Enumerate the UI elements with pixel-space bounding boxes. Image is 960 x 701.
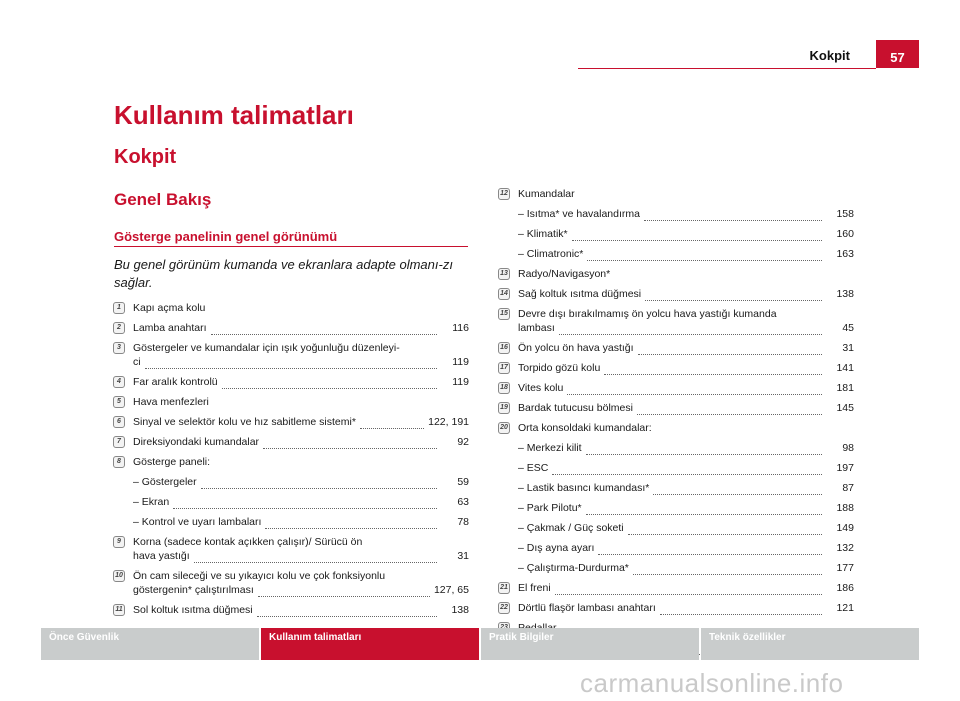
- intro-paragraph: Bu genel görünüm kumanda ve ekranlara adapte olmanı-zı sağlar.: [114, 257, 453, 290]
- legend-entry: [113, 321, 469, 335]
- entry-text: Sol koltuk ısıtma düğmesi: [133, 604, 253, 616]
- legend-entry: [498, 601, 854, 615]
- page-reference[interactable]: 160: [836, 228, 854, 240]
- entry-line: [518, 561, 854, 575]
- page-reference[interactable]: 59: [457, 476, 469, 488]
- page-reference[interactable]: 197: [836, 462, 854, 474]
- footer-tab[interactable]: Pratik Bilgiler: [481, 628, 699, 660]
- entry-line: [518, 601, 854, 615]
- entry-line: [133, 415, 469, 429]
- legend-list-left: [113, 301, 469, 623]
- entry-line: [518, 501, 854, 515]
- entry-text: – Park Pilotu*: [518, 501, 582, 515]
- entry-line: [518, 341, 854, 355]
- item-number-badge: 18: [498, 382, 510, 394]
- entry-line: [518, 481, 854, 495]
- dot-leader: [572, 231, 822, 241]
- dot-leader: [633, 565, 822, 575]
- page-reference[interactable]: 119: [452, 356, 469, 368]
- sub-list: [518, 207, 854, 261]
- dot-leader: [257, 607, 437, 617]
- legend-entry: [113, 415, 469, 429]
- entry-line: [518, 441, 854, 455]
- topic-rule: [114, 246, 468, 247]
- dot-leader: [173, 499, 437, 509]
- running-header-title: Kokpit: [809, 48, 850, 63]
- header-rule: [578, 68, 876, 69]
- page-reference[interactable]: 78: [457, 516, 469, 528]
- sub-entry: [133, 515, 469, 529]
- page-reference[interactable]: 127, 65: [433, 584, 469, 596]
- entry-text: Direksiyondaki kumandalar: [133, 436, 260, 448]
- entry-text: göstergenin* çalıştırılması: [133, 584, 254, 596]
- entry-text: Vites kolu: [518, 382, 564, 394]
- sub-entry: [518, 441, 854, 455]
- entry-line: [133, 549, 469, 563]
- page-reference[interactable]: 63: [457, 496, 469, 508]
- page-number-tab: 57: [876, 40, 919, 68]
- dot-leader: [145, 359, 437, 369]
- dot-leader: [194, 553, 437, 563]
- dot-leader: [222, 379, 437, 389]
- dot-leader: [644, 211, 822, 221]
- entry-line: [133, 321, 469, 335]
- legend-entry: [113, 301, 469, 315]
- entry-line: [518, 247, 854, 261]
- entry-text: – Merkezi kilit: [518, 441, 582, 455]
- sub-entry: [133, 495, 469, 509]
- entry-text: hava yastığı: [133, 550, 190, 562]
- subsection-title: Genel Bakış: [114, 190, 212, 209]
- entry-text: ci: [133, 356, 141, 368]
- entry-line: [133, 515, 469, 529]
- legend-entry: [113, 455, 469, 529]
- entry-text: – Ekran: [133, 495, 169, 509]
- dot-leader: [587, 251, 822, 261]
- dot-leader: [263, 439, 437, 449]
- dot-leader: [211, 325, 437, 335]
- entry-line: [518, 287, 854, 301]
- sub-entry: [518, 247, 854, 261]
- dot-leader: [645, 291, 822, 301]
- legend-entry: [498, 307, 854, 335]
- entry-text: Korna (sadece kontak açıkken çalışır)/ Sürücü ön: [133, 536, 363, 548]
- entry-text: – Çakmak / Güç soketi: [518, 521, 624, 535]
- page-reference[interactable]: 87: [842, 482, 854, 494]
- legend-entry: [498, 401, 854, 415]
- page-reference[interactable]: 188: [836, 502, 854, 514]
- item-number-badge: 14: [498, 288, 510, 300]
- section-title: Kokpit: [114, 146, 177, 168]
- item-number-badge: 20: [498, 422, 510, 434]
- sub-entry: [518, 481, 854, 495]
- entry-line: [518, 521, 854, 535]
- item-number-badge: 8: [113, 456, 125, 468]
- entry-text: – Klimatik*: [518, 227, 568, 241]
- chapter-title: Kullanım talimatları: [114, 100, 354, 130]
- entry-text: Ön yolcu ön hava yastığı: [518, 342, 634, 354]
- entry-line: [518, 267, 854, 281]
- entry-text: Sinyal ve selektör kolu ve hız sabitleme sistemi*: [133, 416, 356, 428]
- entry-line: [518, 361, 854, 375]
- entry-text: lambası: [518, 322, 555, 334]
- entry-text: Gösterge paneli:: [133, 456, 211, 468]
- dot-leader: [555, 585, 822, 595]
- page-reference[interactable]: 149: [836, 522, 854, 534]
- page-reference[interactable]: 163: [836, 248, 854, 260]
- entry-text: – Isıtma* ve havalandırma: [518, 207, 640, 221]
- entry-text: Lamba anahtarı: [133, 322, 207, 334]
- dot-leader: [567, 385, 822, 395]
- legend-entry: [498, 421, 854, 575]
- entry-line: [133, 455, 469, 469]
- entry-text: – Göstergeler: [133, 475, 197, 489]
- dot-leader: [265, 519, 437, 529]
- dot-leader: [552, 465, 822, 475]
- chapter-navigation: [41, 628, 919, 660]
- dot-leader: [604, 365, 822, 375]
- dot-leader: [586, 505, 822, 515]
- sub-entry: [518, 541, 854, 555]
- entry-line: [518, 381, 854, 395]
- item-number-badge: 5: [113, 396, 125, 408]
- entry-text: Dörtlü flaşör lambası anahtarı: [518, 602, 656, 614]
- entry-text: Radyo/Navigasyon*: [518, 268, 611, 280]
- legend-entry: [113, 375, 469, 389]
- dot-leader: [360, 419, 424, 429]
- item-number-badge: 3: [113, 342, 125, 354]
- sub-entry: [518, 501, 854, 515]
- entry-text: – Lastik basıncı kumandası*: [518, 481, 649, 495]
- item-number-badge: 9: [113, 536, 125, 548]
- entry-line: [133, 583, 469, 597]
- page-reference[interactable]: 98: [842, 442, 854, 454]
- entry-text: Orta konsoldaki kumandalar:: [518, 422, 652, 434]
- legend-entry: [498, 361, 854, 375]
- item-number-badge: 13: [498, 268, 510, 280]
- item-number-badge: 6: [113, 416, 125, 428]
- entry-text: Torpido gözü kolu: [518, 362, 601, 374]
- page-reference[interactable]: 177: [836, 562, 854, 574]
- entry-text: Hava menfezleri: [133, 396, 209, 408]
- dot-leader: [660, 605, 822, 615]
- legend-entry: [498, 341, 854, 355]
- page-reference[interactable]: 31: [457, 550, 469, 562]
- item-number-badge: 4: [113, 376, 125, 388]
- page-reference[interactable]: 45: [842, 322, 854, 334]
- legend-entry: [498, 187, 854, 261]
- dot-leader: [258, 587, 430, 597]
- entry-text: Devre dışı bırakılmamış ön yolcu hava yastığı kumanda: [518, 308, 777, 320]
- legend-entry: [113, 603, 469, 617]
- sub-entry: [518, 521, 854, 535]
- item-number-badge: 1: [113, 302, 125, 314]
- dot-leader: [637, 405, 822, 415]
- entry-line: [518, 187, 854, 201]
- page-reference[interactable]: 116: [452, 322, 469, 334]
- page-reference[interactable]: 181: [836, 382, 854, 394]
- legend-entry: [113, 435, 469, 449]
- dot-leader: [653, 485, 822, 495]
- entry-text: Kumandalar: [518, 188, 575, 200]
- legend-entry: [498, 287, 854, 301]
- sub-entry: [133, 475, 469, 489]
- entry-line: [518, 581, 854, 595]
- entry-text: Göstergeler ve kumandalar için ışık yoğunluğu düzenleyi-: [133, 342, 400, 354]
- legend-entry: [113, 341, 469, 369]
- page-reference[interactable]: 186: [836, 582, 854, 594]
- legend-entry: [498, 381, 854, 395]
- page-reference[interactable]: 145: [836, 402, 854, 414]
- dot-leader: [559, 325, 822, 335]
- entry-line: [518, 421, 854, 435]
- page-reference[interactable]: 119: [452, 376, 469, 388]
- dot-leader: [598, 545, 822, 555]
- entry-line: [518, 541, 854, 555]
- entry-line: [133, 435, 469, 449]
- entry-text: Ön cam sileceği ve su yıkayıcı kolu ve çok fonksiyonlu: [133, 570, 386, 582]
- entry-line: [518, 461, 854, 475]
- watermark: carmanualsonline.info: [580, 668, 844, 698]
- page-reference[interactable]: 31: [842, 342, 854, 354]
- item-number-badge: 15: [498, 308, 510, 320]
- sub-entry: [518, 561, 854, 575]
- entry-line: [133, 603, 469, 617]
- sub-list: [133, 475, 469, 529]
- item-number-badge: 10: [113, 570, 125, 582]
- sub-entry: [518, 461, 854, 475]
- item-number-badge: 12: [498, 188, 510, 200]
- entry-text: Kapı açma kolu: [133, 302, 206, 314]
- page-reference[interactable]: 141: [836, 362, 854, 374]
- item-number-badge: 2: [113, 322, 125, 334]
- entry-line: [133, 475, 469, 489]
- entry-text: – Kontrol ve uyarı lambaları: [133, 515, 261, 529]
- dot-leader: [638, 345, 822, 355]
- sub-entry: [518, 207, 854, 221]
- legend-list-right: [498, 187, 854, 661]
- item-number-badge: 11: [113, 604, 125, 616]
- entry-text: – ESC: [518, 461, 548, 475]
- item-number-badge: 22: [498, 602, 510, 614]
- page-reference[interactable]: 158: [836, 208, 854, 220]
- entry-line: [133, 395, 469, 409]
- legend-entry: [113, 569, 469, 597]
- page-reference[interactable]: 92: [457, 436, 469, 448]
- footer-tab[interactable]: Teknik özellikler: [701, 628, 919, 660]
- entry-text: Bardak tutucusu bölmesi: [518, 402, 633, 414]
- dot-leader: [586, 445, 822, 455]
- item-number-badge: 17: [498, 362, 510, 374]
- sub-list: [518, 441, 854, 575]
- page-reference[interactable]: 121: [836, 602, 854, 614]
- entry-text: Far aralık kontrolü: [133, 376, 218, 388]
- entry-line: [133, 301, 469, 315]
- legend-entry: [113, 535, 469, 563]
- page-reference[interactable]: 132: [836, 542, 854, 554]
- entry-line: [518, 321, 854, 335]
- entry-line: [518, 401, 854, 415]
- sub-entry: [518, 227, 854, 241]
- entry-line: [518, 207, 854, 221]
- entry-line: [133, 375, 469, 389]
- legend-entry: [113, 395, 469, 409]
- item-number-badge: 7: [113, 436, 125, 448]
- page-reference[interactable]: 122, 191: [428, 416, 469, 428]
- entry-text: – Çalıştırma-Durdurma*: [518, 561, 629, 575]
- dot-leader: [628, 525, 822, 535]
- dot-leader: [201, 479, 437, 489]
- page-reference[interactable]: 138: [451, 604, 469, 616]
- entry-text: Sağ koltuk ısıtma düğmesi: [518, 288, 642, 300]
- topic-title: Gösterge panelinin genel görünümü: [114, 229, 338, 244]
- item-number-badge: 16: [498, 342, 510, 354]
- entry-line: [133, 495, 469, 509]
- legend-entry: [498, 267, 854, 281]
- footer-tab[interactable]: Önce Güvenlik: [41, 628, 259, 660]
- footer-tab[interactable]: Kullanım talimatları: [261, 628, 479, 660]
- entry-text: – Dış ayna ayarı: [518, 541, 594, 555]
- entry-line: [133, 355, 469, 369]
- item-number-badge: 21: [498, 582, 510, 594]
- page-reference[interactable]: 138: [836, 288, 854, 300]
- entry-text: – Climatronic*: [518, 247, 583, 261]
- entry-line: [518, 227, 854, 241]
- item-number-badge: 19: [498, 402, 510, 414]
- entry-text: El freni: [518, 582, 551, 594]
- legend-entry: [498, 581, 854, 595]
